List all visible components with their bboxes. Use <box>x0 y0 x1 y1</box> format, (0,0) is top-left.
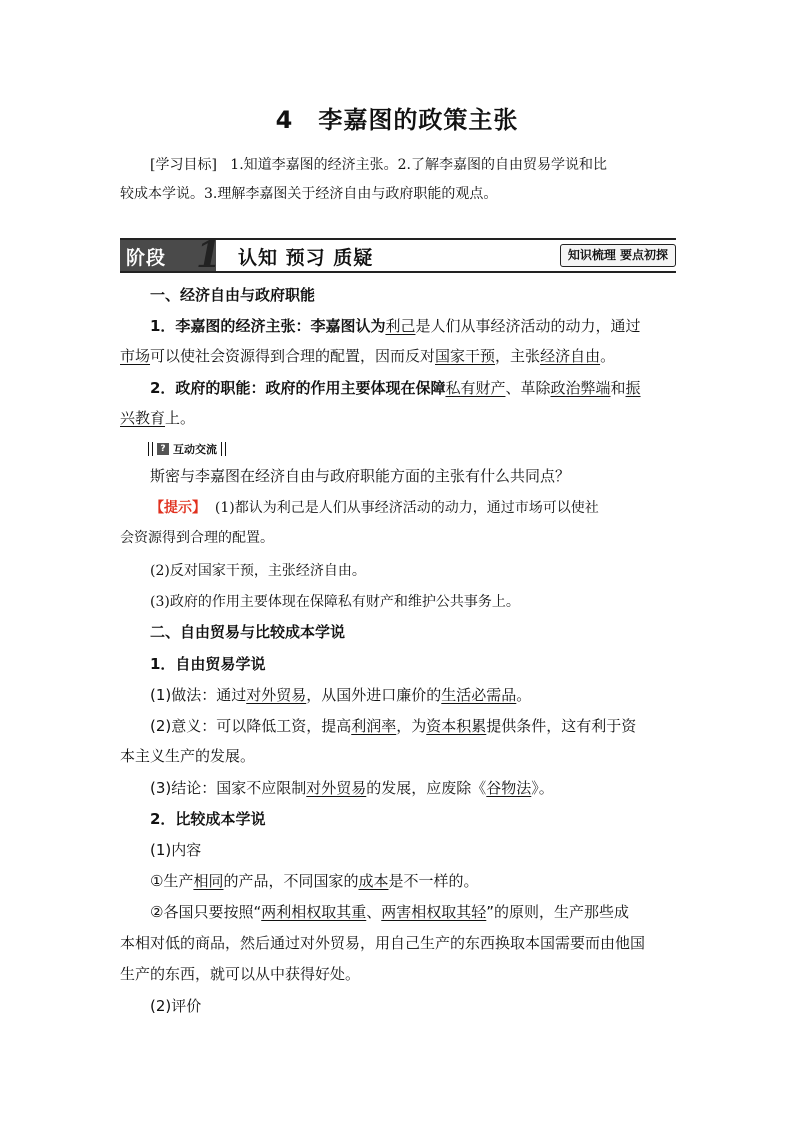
bar-mark-right <box>221 442 226 456</box>
p1-underline-3: 国家干预 <box>435 347 496 365</box>
p1-text-e: 。 <box>600 347 616 365</box>
section-1-heading: 一、经济自由与政府职能 <box>150 286 316 304</box>
significance-text-a: (2)意义：可以降低工资，提高 <box>150 717 352 735</box>
p2-text-c: 和 <box>610 379 626 397</box>
p2-text-b: 、革除 <box>505 379 551 397</box>
conclusion-text-b: 的发展，应废除《 <box>366 779 487 797</box>
p1-underline-2: 市场 <box>120 347 151 365</box>
p2-underline-3b: 兴教育 <box>120 409 166 427</box>
bar-mark-left <box>148 442 153 456</box>
section-1-paragraph-1-line-1 <box>150 316 640 336</box>
section-1-paragraph-2-line-1 <box>150 378 641 398</box>
free-trade-significance-line-2: 本主义生产的发展。 <box>120 747 256 765</box>
free-trade-significance-line-1 <box>150 716 636 736</box>
p1-text-c: 可以使社会资源得到合理的配置，因而反对 <box>150 347 436 365</box>
point1-text-b: 的产品，不同国家的 <box>223 872 359 890</box>
method-underline-1: 对外贸易 <box>246 686 307 704</box>
hint-line-1 <box>150 498 599 518</box>
section-1-paragraph-1-line-2 <box>120 346 615 366</box>
hint-line-2: (2)反对国家干预，主张经济自由。 <box>150 563 366 579</box>
method-underline-2: 生活必需品 <box>441 686 517 704</box>
point1-text-a: ①生产 <box>150 872 194 890</box>
significance-underline-1: 利润率 <box>351 717 397 735</box>
comparative-point-2-line-2: 本相对低的商品，然后通过对外贸易，用自己生产的东西换取本国需要而由他国 <box>120 934 646 952</box>
p2-underline-1: 私有财产 <box>445 379 506 397</box>
point2-text-a: ②各国只要按照“ <box>150 903 262 921</box>
hint-label: 【提示】 <box>150 500 206 516</box>
stage-label: 阶段 <box>126 247 167 269</box>
stage-number: 1 <box>196 234 222 276</box>
free-trade-conclusion <box>150 778 554 798</box>
p2-text-d: 上。 <box>165 409 196 427</box>
stage-tag: 知识梳理 要点初探 <box>560 244 676 267</box>
conclusion-underline-2: 谷物法 <box>486 779 532 797</box>
comparative-point-1 <box>150 871 479 891</box>
section-2-subheading-2: 2．比较成本学说 <box>150 810 266 828</box>
p2-text-a: 2．政府的职能：政府的作用主要体现在保障 <box>150 379 446 397</box>
point2-underline-1: 两利相权取其重 <box>261 903 367 921</box>
free-trade-method <box>150 685 531 705</box>
learning-goals-label: [学习目标] <box>150 157 217 173</box>
learning-goals-text-2: 较成本学说。3.理解李嘉图关于经济自由与政府职能的观点。 <box>120 186 498 202</box>
significance-underline-2: 资本积累 <box>426 717 487 735</box>
learning-goals-text-1: 1.知道李嘉图的经济主张。2.了解李嘉图的自由贸易学说和比 <box>230 157 608 173</box>
p1-text-d: ，主张 <box>495 347 541 365</box>
method-text-c: 。 <box>516 686 532 704</box>
p1-text-b: 是人们从事经济活动的动力，通过 <box>415 317 641 335</box>
hint-line-1b: 会资源得到合理的配置。 <box>120 530 274 546</box>
p1-underline-4: 经济自由 <box>540 347 601 365</box>
section-2-subheading-1: 1．自由贸易学说 <box>150 655 266 673</box>
section-2-heading: 二、自由贸易与比较成本学说 <box>150 623 346 641</box>
point1-text-c: 是不一样的。 <box>388 872 479 890</box>
conclusion-text-c: 》。 <box>531 779 554 797</box>
p1-text-a: 1．李嘉图的经济主张：李嘉图认为 <box>150 317 386 335</box>
point1-underline-1: 相同 <box>193 872 224 890</box>
point2-text-c: ”的原则，生产那些成 <box>486 903 630 921</box>
hint-text-1: (1)都认为利己是人们从事经济活动的动力，通过市场可以使社 <box>214 500 599 516</box>
interaction-label <box>148 440 226 458</box>
stage-banner <box>120 234 676 276</box>
comparative-evaluation-label: (2)评价 <box>150 997 202 1015</box>
point1-underline-2: 成本 <box>358 872 389 890</box>
method-text-b: ，从国外进口廉价的 <box>306 686 442 704</box>
method-text-a: (1)做法：通过 <box>150 686 247 704</box>
conclusion-underline-1: 对外贸易 <box>306 779 367 797</box>
point2-underline-2: 两害相权取其轻 <box>381 903 487 921</box>
comparative-content-label: (1)内容 <box>150 841 202 859</box>
interaction-label-text: 互动交流 <box>173 443 217 456</box>
comparative-point-2-line-1 <box>150 902 629 922</box>
question-icon: ? <box>157 443 169 455</box>
learning-goals-line-1 <box>150 155 607 175</box>
significance-text-c: 提供条件，这有利于资 <box>486 717 637 735</box>
section-1-paragraph-2-line-2 <box>120 408 195 428</box>
stage-heading: 认知 预习 质疑 <box>238 247 374 269</box>
significance-text-b: ，为 <box>396 717 427 735</box>
conclusion-text-a: (3)结论：国家不应限制 <box>150 779 307 797</box>
hint-line-3: (3)政府的作用主要体现在保障私有财产和维护公共事务上。 <box>150 594 520 610</box>
comparative-point-2-line-3: 生产的东西，就可以从中获得好处。 <box>120 965 361 983</box>
p1-underline-1: 利己 <box>385 317 416 335</box>
point2-text-b: 、 <box>366 903 382 921</box>
p2-underline-3a: 振 <box>625 379 641 397</box>
page-title: 4 李嘉图的政策主张 <box>275 106 519 134</box>
interaction-question: 斯密与李嘉图在经济自由与政府职能方面的主张有什么共同点？ <box>150 467 571 485</box>
p2-underline-2: 政治弊端 <box>550 379 611 397</box>
